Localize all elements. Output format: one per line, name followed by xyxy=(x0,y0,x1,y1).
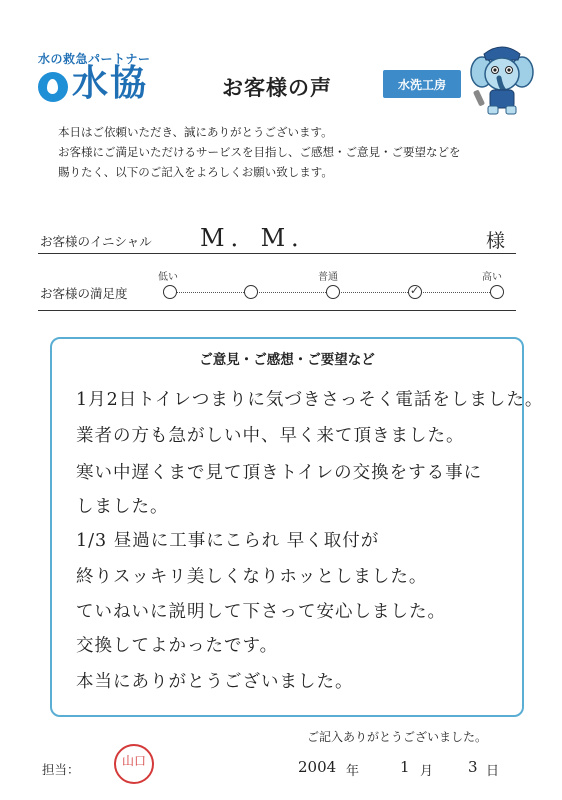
intro-text xyxy=(58,122,461,182)
comment-line: 寒い中遅くまで見て頂きトイレの交換をする事に xyxy=(76,463,483,483)
comment-line: ていねいに説明して下さって安心しました。 xyxy=(76,602,446,622)
satisfaction-option-1[interactable] xyxy=(163,285,177,299)
date-year: 2004 xyxy=(298,758,337,776)
divider xyxy=(38,253,516,254)
checkmark-icon: ✓ xyxy=(410,284,420,297)
intro-line: 賜りたく、以下のご記入をよろしくお願い致します。 xyxy=(58,165,333,179)
elephant-mascot-icon xyxy=(470,42,534,118)
comment-line: 業者の方も急がしい中、早く来て頂きました。 xyxy=(76,426,465,446)
thanks-text: ご記入ありがとうございました。 xyxy=(307,730,488,744)
brand-logo-text: 水協 xyxy=(72,63,149,104)
date-month-unit: 月 xyxy=(420,764,434,779)
comments-title: ご意見・ご感想・ご要望など xyxy=(199,352,375,368)
initials-label: お客様のイニシャル xyxy=(40,234,152,249)
satisfaction-option-2[interactable] xyxy=(244,285,258,299)
scale-low-label: 低い xyxy=(158,272,178,283)
comment-line: 終りスッキリ美しくなりホッとしました。 xyxy=(76,567,428,587)
satisfaction-option-3[interactable] xyxy=(326,285,340,299)
staff-label: 担当： xyxy=(42,762,80,777)
intro-line: お客様にご満足いただけるサービスを目指し、ご感想・ご意見・ご要望などを xyxy=(58,145,461,159)
intro-line: 本日はご依頼いただき、誠にありがとうございます。 xyxy=(58,125,333,139)
comment-line: しました。 xyxy=(76,497,169,517)
date-day-unit: 日 xyxy=(486,764,500,779)
water-drop-logo-icon xyxy=(38,72,68,102)
date-month: 1 xyxy=(400,758,410,776)
scale-mid-label: 普通 xyxy=(318,272,338,283)
comment-line: 本当にありがとうございました。 xyxy=(76,672,354,692)
comment-line: 交換してよかったです。 xyxy=(76,636,279,656)
comment-line: 1月2日トイレつまりに気づきさっそく電話をしました。 xyxy=(76,390,544,410)
satisfaction-label: お客様の満足度 xyxy=(40,286,128,301)
satisfaction-option-5[interactable] xyxy=(490,285,504,299)
comment-line: 1/3 昼過に工事にこられ 早く取付が xyxy=(76,531,380,551)
scale-high-label: 高い xyxy=(482,272,502,283)
stamp-text: 山口 xyxy=(121,754,146,768)
honorific: 様 xyxy=(486,230,506,252)
date-year-unit: 年 xyxy=(346,764,360,779)
date-day: 3 xyxy=(468,758,478,776)
page-title: お客様の声 xyxy=(222,76,332,100)
tagline: 水の救急パートナー xyxy=(38,52,151,66)
company-badge: 水洗工房 xyxy=(383,70,461,98)
divider xyxy=(38,310,516,311)
initials-value[interactable]: M．M． xyxy=(200,224,322,252)
